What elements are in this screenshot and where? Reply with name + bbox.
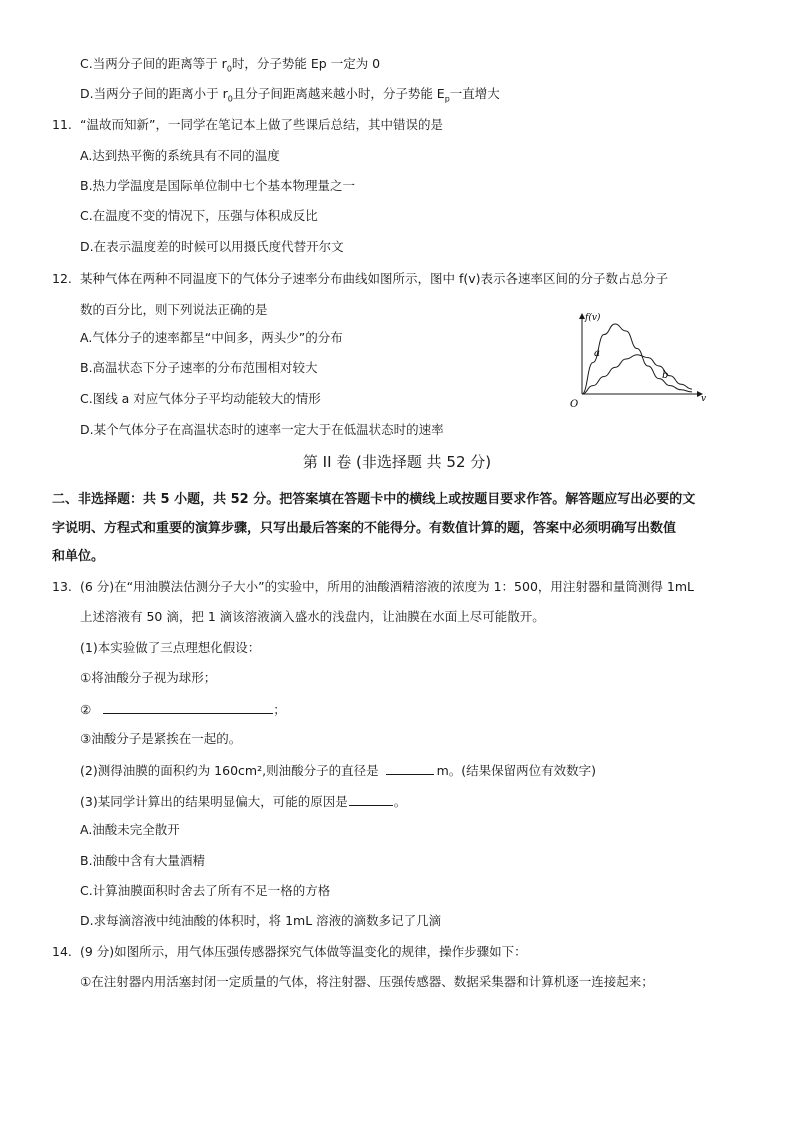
curve-a	[582, 324, 692, 394]
q14-number: 14.	[52, 944, 72, 959]
q13-stem-line2: 上述溶液有 50 滴，把 1 滴该溶液滴入盛水的浅盘内，让油膜在水面上尽可能散开。	[80, 609, 545, 624]
q11-number: 11.	[52, 117, 72, 132]
q10-option-c: C.当两分子间的距离等于 $r_0$时，分子势能 Ep 一定为 0	[80, 56, 381, 74]
section-desc-line1: 二、非选择题：共 5 小题，共 52 分。把答案填在答题卡中的横线上或按题目要求作答。解答题应写出必要的文	[52, 492, 696, 507]
q12-stem-line1: 某种气体在两种不同温度下的气体分子速率分布曲线如图所示，图中 f(v)表示各速率区间的分子数占总分子	[80, 271, 669, 286]
y-axis-label: f(v)	[585, 313, 601, 323]
q13-option-b: B.油酸中含有大量酒精	[80, 853, 206, 868]
q12-option-d: D.某个气体分子在高温状态时的速率一定大于在低温状态时的速率	[80, 422, 444, 437]
q10-option-d: D.当两分子间的距离小于 $r_0$且分子间距离越来越小时，分子势能 $E_p$一直增大	[80, 86, 500, 104]
answer-blank-reason[interactable]	[349, 792, 393, 806]
q14-stem: (9 分)如图所示，用气体压强传感器探究气体做等温变化的规律，操作步骤如下：	[80, 944, 527, 959]
q13-number: 13.	[52, 579, 72, 594]
q11-option-c: C.在温度不变的情况下，压强与体积成反比	[80, 208, 318, 223]
q13-option-a: A.油酸未完全散开	[80, 822, 180, 837]
speed-distribution-chart	[560, 308, 710, 408]
q14-step-1: ①在注射器内用活塞封闭一定质量的气体，将注射器、压强传感器、数据采集器和计算机逐一连接起来；	[80, 974, 654, 989]
q13-part1: (1)本实验做了三点理想化假设：	[80, 640, 261, 655]
answer-blank-assumption[interactable]	[103, 700, 273, 714]
section-desc-line2: 字说明、方程式和重要的演算步骤，只写出最后答案的不能得分。有数值计算的题，答案中必须明确写出数值	[52, 521, 677, 536]
q13-part2: (2)测得油膜的面积约为 160cm²,则油酸分子的直径是 m。(结果保留两位有效数字)	[80, 763, 596, 778]
answer-blank-diameter[interactable]	[386, 761, 434, 775]
q12-option-c: C.图线 a 对应气体分子平均动能较大的情形	[80, 391, 321, 406]
q13-part3: (3)某同学计算出的结果明显偏大，可能的原因是 。	[80, 794, 407, 809]
q12-number: 12.	[52, 271, 72, 286]
q13-assumption-3: ③油酸分子是紧挨在一起的。	[80, 731, 242, 746]
q11-option-b: B.热力学温度是国际单位制中七个基本物理量之一	[80, 178, 356, 193]
q11-option-a: A.达到热平衡的系统具有不同的温度	[80, 148, 280, 163]
q13-option-c: C.计算油膜面积时舍去了所有不足一格的方格	[80, 883, 331, 898]
q11-stem: “温故而知新”，一同学在笔记本上做了些课后总结，其中错误的是	[80, 117, 443, 132]
q13-stem-line1: (6 分)在“用油膜法估测分子大小”的实验中，所用的油酸酒精溶液的浓度为 1：500，用注射器和量筒测得 1mL	[80, 579, 694, 594]
section-desc-line3: 和单位。	[52, 549, 105, 564]
q13-assumption-2: ② ；	[80, 702, 286, 717]
q12-option-b: B.高温状态下分子速率的分布范围相对较大	[80, 360, 318, 375]
q12-stem-line2: 数的百分比，则下列说法正确的是	[80, 302, 268, 317]
q11-option-d: D.在表示温度差的时候可以用摄氏度代替开尔文	[80, 239, 344, 254]
q13-assumption-1: ①将油酸分子视为球形；	[80, 670, 217, 685]
q13-option-d: D.求每滴溶液中纯油酸的体积时，将 1mL 溶液的滴数多记了几滴	[80, 913, 442, 928]
series-label-b: b	[662, 370, 669, 381]
origin-label: O	[570, 399, 579, 408]
section-title: 第 II 卷 (非选择题 共 52 分)	[302, 453, 492, 471]
q12-option-a: A.气体分子的速率都呈“中间多，两头少”的分布	[80, 330, 343, 345]
x-axis-label: v	[701, 394, 707, 404]
series-label-a: a	[594, 348, 600, 359]
